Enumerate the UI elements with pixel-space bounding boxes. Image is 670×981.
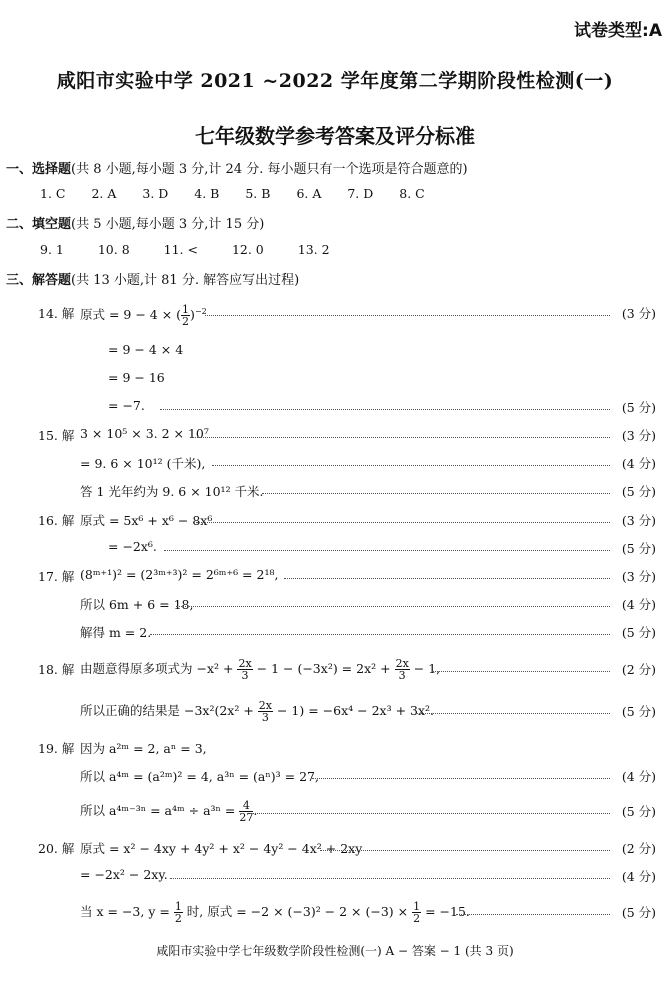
q20-line1 (0, 839, 670, 857)
section2-heading: 二、填空题 (6, 217, 72, 232)
q17-step: 所以 6m + 6 = 18, (80, 597, 194, 612)
denominator: 2 (174, 912, 182, 925)
score: (4 分) (621, 869, 656, 884)
q19-line3 (0, 799, 670, 824)
numerator: 2x (395, 657, 409, 670)
section1-heading: 一、选择题 (6, 162, 72, 177)
score: (3 分) (621, 569, 656, 584)
q17-number: 17. 解 (38, 569, 75, 584)
q15-line3 (0, 482, 670, 500)
dotted-leader (432, 671, 610, 672)
q18-expression (80, 658, 440, 681)
q19-expression (80, 800, 257, 823)
q15-step: 答 1 光年约为 9. 6 × 10¹² 千米. (80, 484, 264, 499)
section2-answers (40, 242, 360, 257)
answer: 12. 0 (231, 242, 264, 257)
dotted-leader (160, 409, 610, 410)
dotted-leader (176, 606, 610, 607)
q18-text: 所以正确的结果是 −3x²(2x² + (80, 703, 254, 718)
dotted-leader (456, 914, 610, 915)
score: (4 分) (621, 597, 656, 612)
numerator: 1 (182, 303, 190, 316)
dotted-leader (416, 713, 610, 714)
q18-text: 由题意得原多项式为 −x² + (80, 661, 234, 676)
answer: 2. A (91, 186, 117, 201)
dotted-leader (312, 778, 610, 779)
fraction (174, 901, 183, 924)
answer: 6. A (296, 186, 322, 201)
q19-step: 所以 a⁴ᵐ = (a²ᵐ)² = 4, a³ⁿ = (aⁿ)³ = 27, (80, 769, 319, 784)
q18-text: − 1 − (−3x²) = 2x² + (256, 661, 391, 676)
dotted-leader (190, 437, 610, 438)
page-footer: 咸阳市实验中学七年级数学阶段性检测(一) A − 答案 − 1 (共 3 页) (156, 944, 514, 958)
paper-type: 试卷类型:A (574, 21, 662, 41)
q17-step: 解得 m = 2. (80, 625, 152, 640)
q15-line1 (0, 426, 670, 444)
q19-line1 (0, 739, 670, 757)
answer: 8. C (399, 186, 425, 201)
q19-line2 (0, 767, 670, 785)
q18-line1 (0, 657, 670, 682)
fraction (239, 800, 253, 823)
score: (4 分) (621, 769, 656, 784)
fraction (395, 658, 410, 681)
section1-desc: (共 8 小题,每小题 3 分,计 24 分. 每小题只有一个选项是符合题意的) (71, 162, 468, 177)
q20-text: 当 x = −3, y = (80, 904, 170, 919)
numerator: 1 (413, 900, 421, 913)
q15-step: 3 × 10⁵ × 3. 2 × 10⁷ (80, 426, 209, 441)
exponent: −2 (194, 306, 207, 316)
fraction (258, 700, 273, 723)
doc-title: 七年级数学参考答案及评分标准 (195, 124, 475, 148)
q14-line3 (0, 370, 670, 388)
q19-text: 所以 a⁴ᵐ⁻³ⁿ = a⁴ᵐ ÷ a³ⁿ = (80, 803, 236, 818)
score: (5 分) (621, 625, 656, 640)
dotted-leader (196, 522, 610, 523)
answer: 11. < (163, 242, 198, 257)
answer: 7. D (347, 186, 374, 201)
q14-number: 14. 解 (38, 306, 75, 321)
dotted-leader (164, 550, 610, 551)
numerator: 2x (258, 699, 272, 712)
dotted-leader (250, 813, 610, 814)
q20-line2 (0, 867, 670, 885)
score: (3 分) (621, 513, 656, 528)
section3-heading: 三、解答题 (6, 273, 72, 288)
q14-step: = −7. (108, 398, 145, 413)
q20-step: 原式 = x² − 4xy + 4y² + x² − 4y² − 4x² + 2xy (80, 841, 363, 856)
q14-step: = 9 − 16 (108, 370, 165, 385)
section3-desc: (共 13 小题,计 81 分. 解答应写出过程) (71, 273, 300, 288)
q20-expression (80, 901, 470, 924)
q16-line1 (0, 511, 670, 529)
q14-line2 (0, 342, 670, 360)
q17-step: (8ᵐ⁺¹)² = (2³ᵐ⁺³)² = 2⁶ᵐ⁺⁶ = 2¹⁸, (80, 567, 279, 582)
numerator: 1 (174, 900, 182, 913)
dotted-leader (150, 634, 610, 635)
q19-text: . (253, 803, 258, 818)
section1-answers (40, 186, 447, 201)
score: (3 分) (621, 306, 656, 321)
dotted-leader (262, 493, 610, 494)
q16-step: 原式 = 5x⁶ + x⁶ − 8x⁶ (80, 513, 213, 528)
denominator: 3 (241, 669, 249, 682)
q14-expression (80, 304, 207, 327)
score: (2 分) (621, 841, 656, 856)
dotted-leader (205, 315, 610, 316)
score: (3 分) (621, 428, 656, 443)
denominator: 3 (398, 669, 406, 682)
q16-number: 16. 解 (38, 513, 75, 528)
dotted-leader (212, 465, 610, 466)
q14-line4 (0, 398, 670, 416)
score: (5 分) (621, 804, 656, 819)
answer: 1. C (40, 186, 66, 201)
fraction (412, 901, 421, 924)
dotted-leader (284, 578, 610, 579)
fraction (237, 658, 252, 681)
section2-heading-row (6, 213, 264, 232)
q18-number: 18. 解 (38, 662, 75, 677)
section2-desc: (共 5 小题,每小题 3 分,计 15 分) (71, 217, 265, 232)
q20-number: 20. 解 (38, 841, 75, 856)
dotted-leader (320, 850, 610, 851)
q15-line2 (0, 454, 670, 472)
denominator: 2 (413, 912, 421, 925)
numerator: 4 (239, 800, 253, 812)
denominator: 27 (239, 811, 254, 824)
q15-number: 15. 解 (38, 428, 75, 443)
section3-heading-row (6, 269, 299, 288)
answer: 10. 8 (97, 242, 130, 257)
score: (4 分) (621, 456, 656, 471)
fraction (181, 304, 190, 327)
q17-line3 (0, 623, 670, 641)
q18-text: − 1) = −6x⁴ − 2x³ + 3x². (276, 703, 435, 718)
q18-line2 (0, 699, 670, 724)
q14-text: 原式 = 9 − 4 × ( (80, 307, 182, 322)
q17-line2 (0, 595, 670, 613)
q14-line1 (0, 303, 670, 328)
answer: 4. B (194, 186, 220, 201)
score: (2 分) (621, 662, 656, 677)
q14-step: = 9 − 4 × 4 (108, 342, 184, 357)
q14-paren: ) (190, 307, 195, 322)
answer: 9. 1 (40, 242, 64, 257)
score: (5 分) (621, 484, 656, 499)
answer: 5. B (245, 186, 271, 201)
q15-step: = 9. 6 × 10¹² (千米), (80, 456, 206, 471)
q20-text: = −15. (425, 904, 470, 919)
q20-text: 时, 原式 = −2 × (−3)² − 2 × (−3) × (186, 904, 409, 919)
q18-text: − 1, (413, 661, 441, 676)
answer: 13. 2 (297, 242, 330, 257)
score: (5 分) (621, 704, 656, 719)
q20-step: = −2x² − 2xy. (80, 867, 168, 882)
q16-step: = −2x⁶. (108, 539, 157, 554)
answer: 3. D (142, 186, 169, 201)
q17-line1 (0, 567, 670, 585)
denominator: 2 (182, 315, 190, 328)
q16-line2 (0, 539, 670, 557)
q18-expression (80, 700, 434, 723)
dotted-leader (170, 878, 610, 879)
section1-heading-row (6, 158, 468, 177)
score: (5 分) (621, 400, 656, 415)
denominator: 3 (261, 711, 269, 724)
q19-number: 19. 解 (38, 741, 75, 756)
numerator: 2x (238, 657, 252, 670)
score: (5 分) (621, 905, 656, 920)
q20-line3 (0, 900, 670, 925)
q19-step: 因为 a²ᵐ = 2, aⁿ = 3, (80, 741, 207, 756)
school-title: 咸阳市实验中学 2021 ~2022 学年度第二学期阶段性检测(一) (56, 70, 614, 92)
score: (5 分) (621, 541, 656, 556)
